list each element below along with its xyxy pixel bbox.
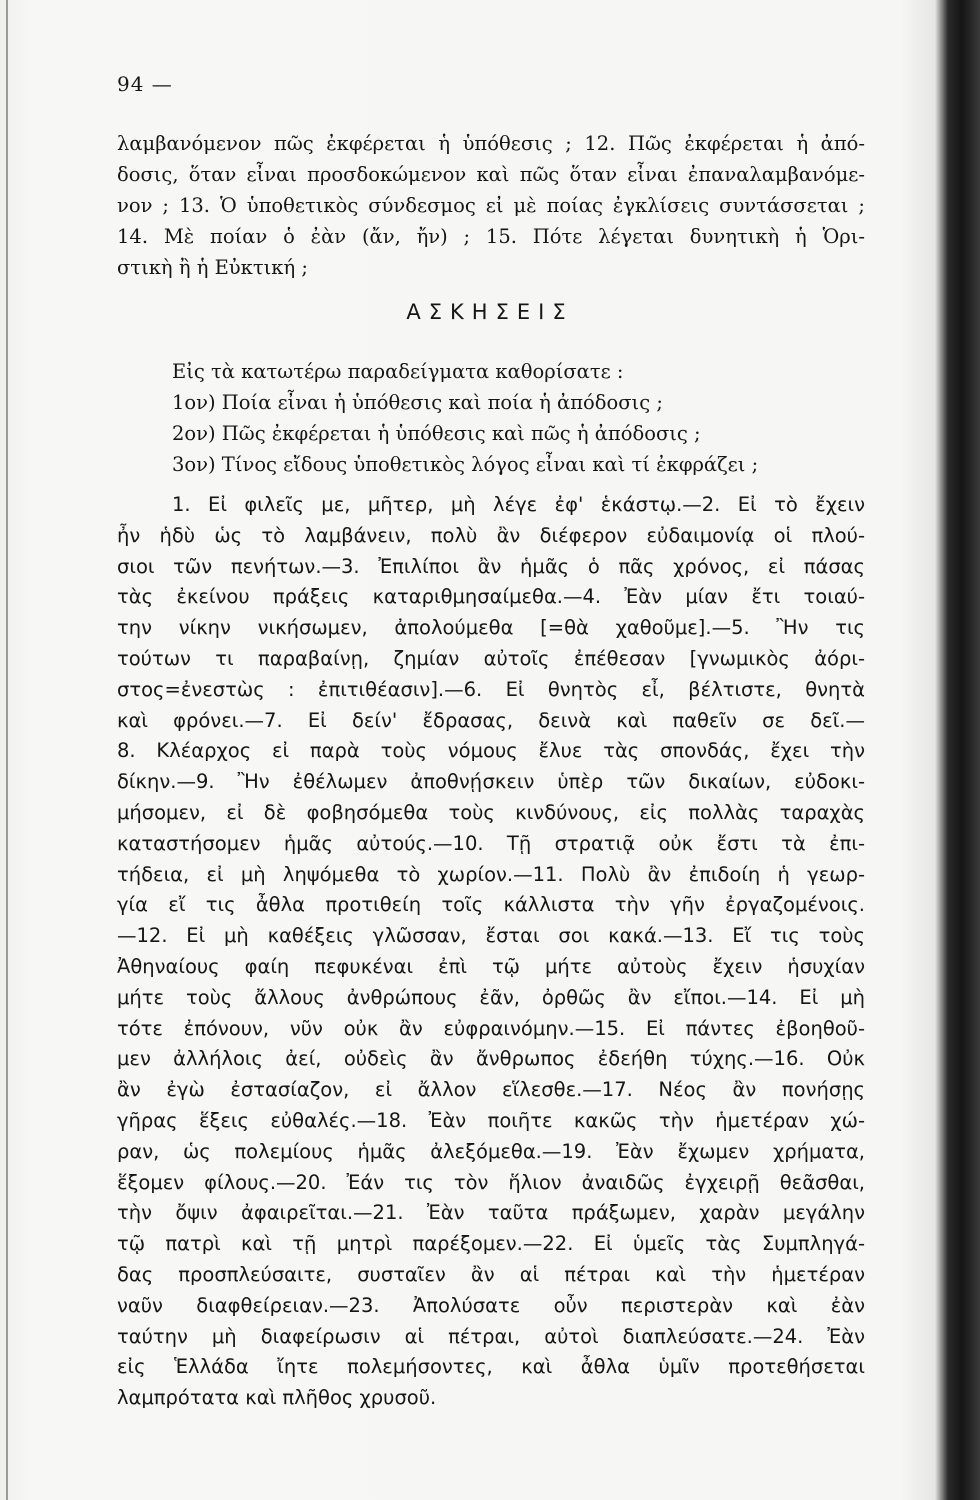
- page-edge: [6, 0, 8, 1500]
- exercise-line: τότε ἐπόνουν, νῦν οὐκ ἂν εὐφραινόμην.—15. Εἰ πάντες ἐβοηθοῦ-: [117, 1016, 865, 1040]
- exercise-line: μεν ἀλλήλοις ἀεί, οὐδεὶς ἂν ἄνθρωπος ἐδεήθη τύχης.—16. Οὐκ: [117, 1047, 865, 1071]
- questions-paragraph: [117, 128, 865, 283]
- exercise-line: 1. Εἰ φιλεῖς με, μῆτερ, μὴ λέγε ἐφ' ἑκάστῳ.—2. Εἰ τὸ ἔχειν: [172, 493, 865, 516]
- instruction-line: Εἰς τὰ κατωτέρω παραδείγματα καθορίσατε :: [172, 360, 624, 383]
- exercise-line: σιοι τῶν πενήτων.—3. Ἐπιλίποι ἂν ἡμᾶς ὁ πᾶς χρόνος, εἰ πάσας: [117, 554, 865, 578]
- question-line: λαμβανόμενον πῶς ἐκφέρεται ἡ ὑπόθεσις ; 12. Πῶς ἐκφέρεται ἡ ἀπό-: [117, 132, 865, 155]
- exercise-line: τὴν ὄψιν ἀφαιρεῖται.—21. Ἐὰν ταῦτα πράξωμεν, χαρὰν μεγάλην: [117, 1201, 865, 1225]
- exercises-heading: ΑΣΚΗΣΕΙΣ: [406, 300, 574, 324]
- exercise-line: ραν, ὡς πολεμίους ἡμᾶς ἀλεξόμεθα.—19. Ἐὰν ἔχωμεν χρήματα,: [117, 1139, 865, 1163]
- exercises-paragraph: [117, 490, 865, 1414]
- exercise-line: στος=ἐνεστὼς : ἐπιτιθέασιν].—6. Εἰ θνητὸς εἶ, βέλτιστε, θνητὰ: [117, 677, 865, 701]
- exercise-line: λαμπρότατα καὶ πλῆθος χρυσοῦ.: [117, 1386, 437, 1410]
- question-line: 14. Μὲ ποίαν ὁ ἐὰν (ἄν, ἤν) ; 15. Πότε λέγεται δυνητικὴ ἡ Ὁρι-: [117, 225, 865, 248]
- exercise-line: τήδεια, εἰ μὴ ληψόμεθα τὸ χωρίον.—11. Πολὺ ἂν ἐπιδοίη ἡ γεωρ-: [117, 862, 865, 886]
- exercise-line: τῷ πατρὶ καὶ τῇ μητρὶ παρέξομεν.—22. Εἰ ὑμεῖς τὰς Συμπληγά-: [117, 1232, 865, 1256]
- exercise-line: ἂν ἐγὼ ἐστασίαζον, εἰ ἄλλον εἵλεσθε.—17. Νέος ἂν πονήσῃς: [117, 1078, 865, 1102]
- question-line: δοσις, ὅταν εἶναι προσδοκώμενον καὶ πῶς ὅταν εἶναι ἐπαναλαμβανόμε-: [117, 163, 865, 186]
- instruction-line: 2ον) Πῶς ἐκφέρεται ἡ ὑπόθεσις καὶ πῶς ἡ ἀπόδοσις ;: [172, 422, 701, 445]
- exercise-line: την νίκην νικήσωμεν, ἀπολούμεθα [=θὰ χαθοῦμε].—5. Ἢν τις: [117, 616, 865, 640]
- exercise-line: Ἀθηναίους φαίη πεφυκέναι ἐπὶ τῷ μήτε αὐτοὺς ἔχειν ἡσυχίαν: [117, 954, 865, 978]
- exercise-line: ταύτην μὴ διαφείρωσιν αἱ πέτραι, αὐτοὶ διαπλεύσατε.—24. Ἐὰν: [117, 1324, 865, 1348]
- exercise-line: γῆρας ἕξεις εὐθαλές.—18. Ἐὰν ποιῆτε κακῶς τὴν ἡμετέραν χώ-: [117, 1108, 865, 1132]
- exercise-line: τὰς ἐκείνου πράξεις καταριθμησαίμεθα.—4. Ἐὰν μίαν ἔτι τοιαύ-: [117, 585, 865, 609]
- exercise-line: καταστήσομεν ἡμᾶς αὐτούς.—10. Τῇ στρατιᾷ οὐκ ἔστι τὰ ἐπι-: [117, 831, 865, 855]
- page-number: 94 —: [117, 72, 173, 96]
- exercise-line: δίκην.—9. Ἢν ἐθέλωμεν ἀποθνῄσκειν ὑπὲρ τῶν δικαίων, εὐδοκι-: [117, 770, 865, 794]
- exercise-line: ἕξομεν φίλους.—20. Ἐάν τις τὸν ἥλιον ἀναιδῶς ἐγχειρῇ θεᾶσθαι,: [117, 1170, 865, 1194]
- exercise-line: εἰς Ἑλλάδα ἴητε πολεμήσοντες, καὶ ἆθλα ὑμῖν προτεθήσεται: [117, 1355, 865, 1379]
- exercise-line: —12. Εἰ μὴ καθέξεις γλῶσσαν, ἔσται σοι κακά.—13. Εἴ τις τοὺς: [117, 924, 865, 948]
- exercise-line: δας προσπλεύσαιτε, συσταῖεν ἂν αἱ πέτραι καὶ τὴν ἡμετέραν: [117, 1262, 865, 1286]
- exercise-line: μήτε τοὺς ἄλλους ἀνθρώπους ἐᾶν, ὀρθῶς ἂν εἴποι.—14. Εἰ μὴ: [117, 985, 865, 1009]
- exercise-line: ναῦν διαφθείρειαν.—23. Ἀπολύσατε οὖν περιστερὰν καὶ ἐὰν: [117, 1293, 865, 1317]
- exercise-line: τούτων τι παραβαίνῃ, ζημίαν αὐτοῖς ἐπέθεσαν [γνωμικὸς ἀόρι-: [117, 646, 865, 670]
- question-line: νον ; 13. Ὁ ὑποθετικὸς σύνδεσμος εἰ μὲ ποίας ἐγκλίσεις συντάσσεται ;: [117, 194, 865, 217]
- question-line: στικὴ ἢ ἡ Εὐκτική ;: [117, 256, 308, 279]
- exercise-line: ἦν ἡδὺ ὡς τὸ λαμβάνειν, πολὺ ἂν διέφερον εὐδαιμονίᾳ οἱ πλού-: [117, 523, 865, 547]
- instruction-line: 1ον) Ποία εἶναι ἡ ὑπόθεσις καὶ ποία ἡ ἀπόδοσις ;: [172, 391, 663, 414]
- exercise-line: 8. Κλέαρχος εἰ παρὰ τοὺς νόμους ἔλυε τὰς σπονδάς, ἔχει τὴν: [117, 739, 865, 763]
- instructions-list: [172, 356, 872, 480]
- instruction-line: 3ον) Τίνος εἴδους ὑποθετικὸς λόγος εἶναι καὶ τί ἐκφράζει ;: [172, 453, 759, 476]
- exercise-line: καὶ φρόνει.—7. Εἰ δείν' ἔδρασας, δεινὰ καὶ παθεῖν σε δεῖ.—: [117, 708, 865, 732]
- exercise-line: γία εἴ τις ἆθλα προτιθείη τοῖς κάλλιστα τὴν γῆν ἐργαζομένοις.: [117, 893, 865, 917]
- exercise-line: μήσομεν, εἰ δὲ φοβησόμεθα τοὺς κινδύνους, εἰς πολλὰς ταραχὰς: [117, 800, 865, 824]
